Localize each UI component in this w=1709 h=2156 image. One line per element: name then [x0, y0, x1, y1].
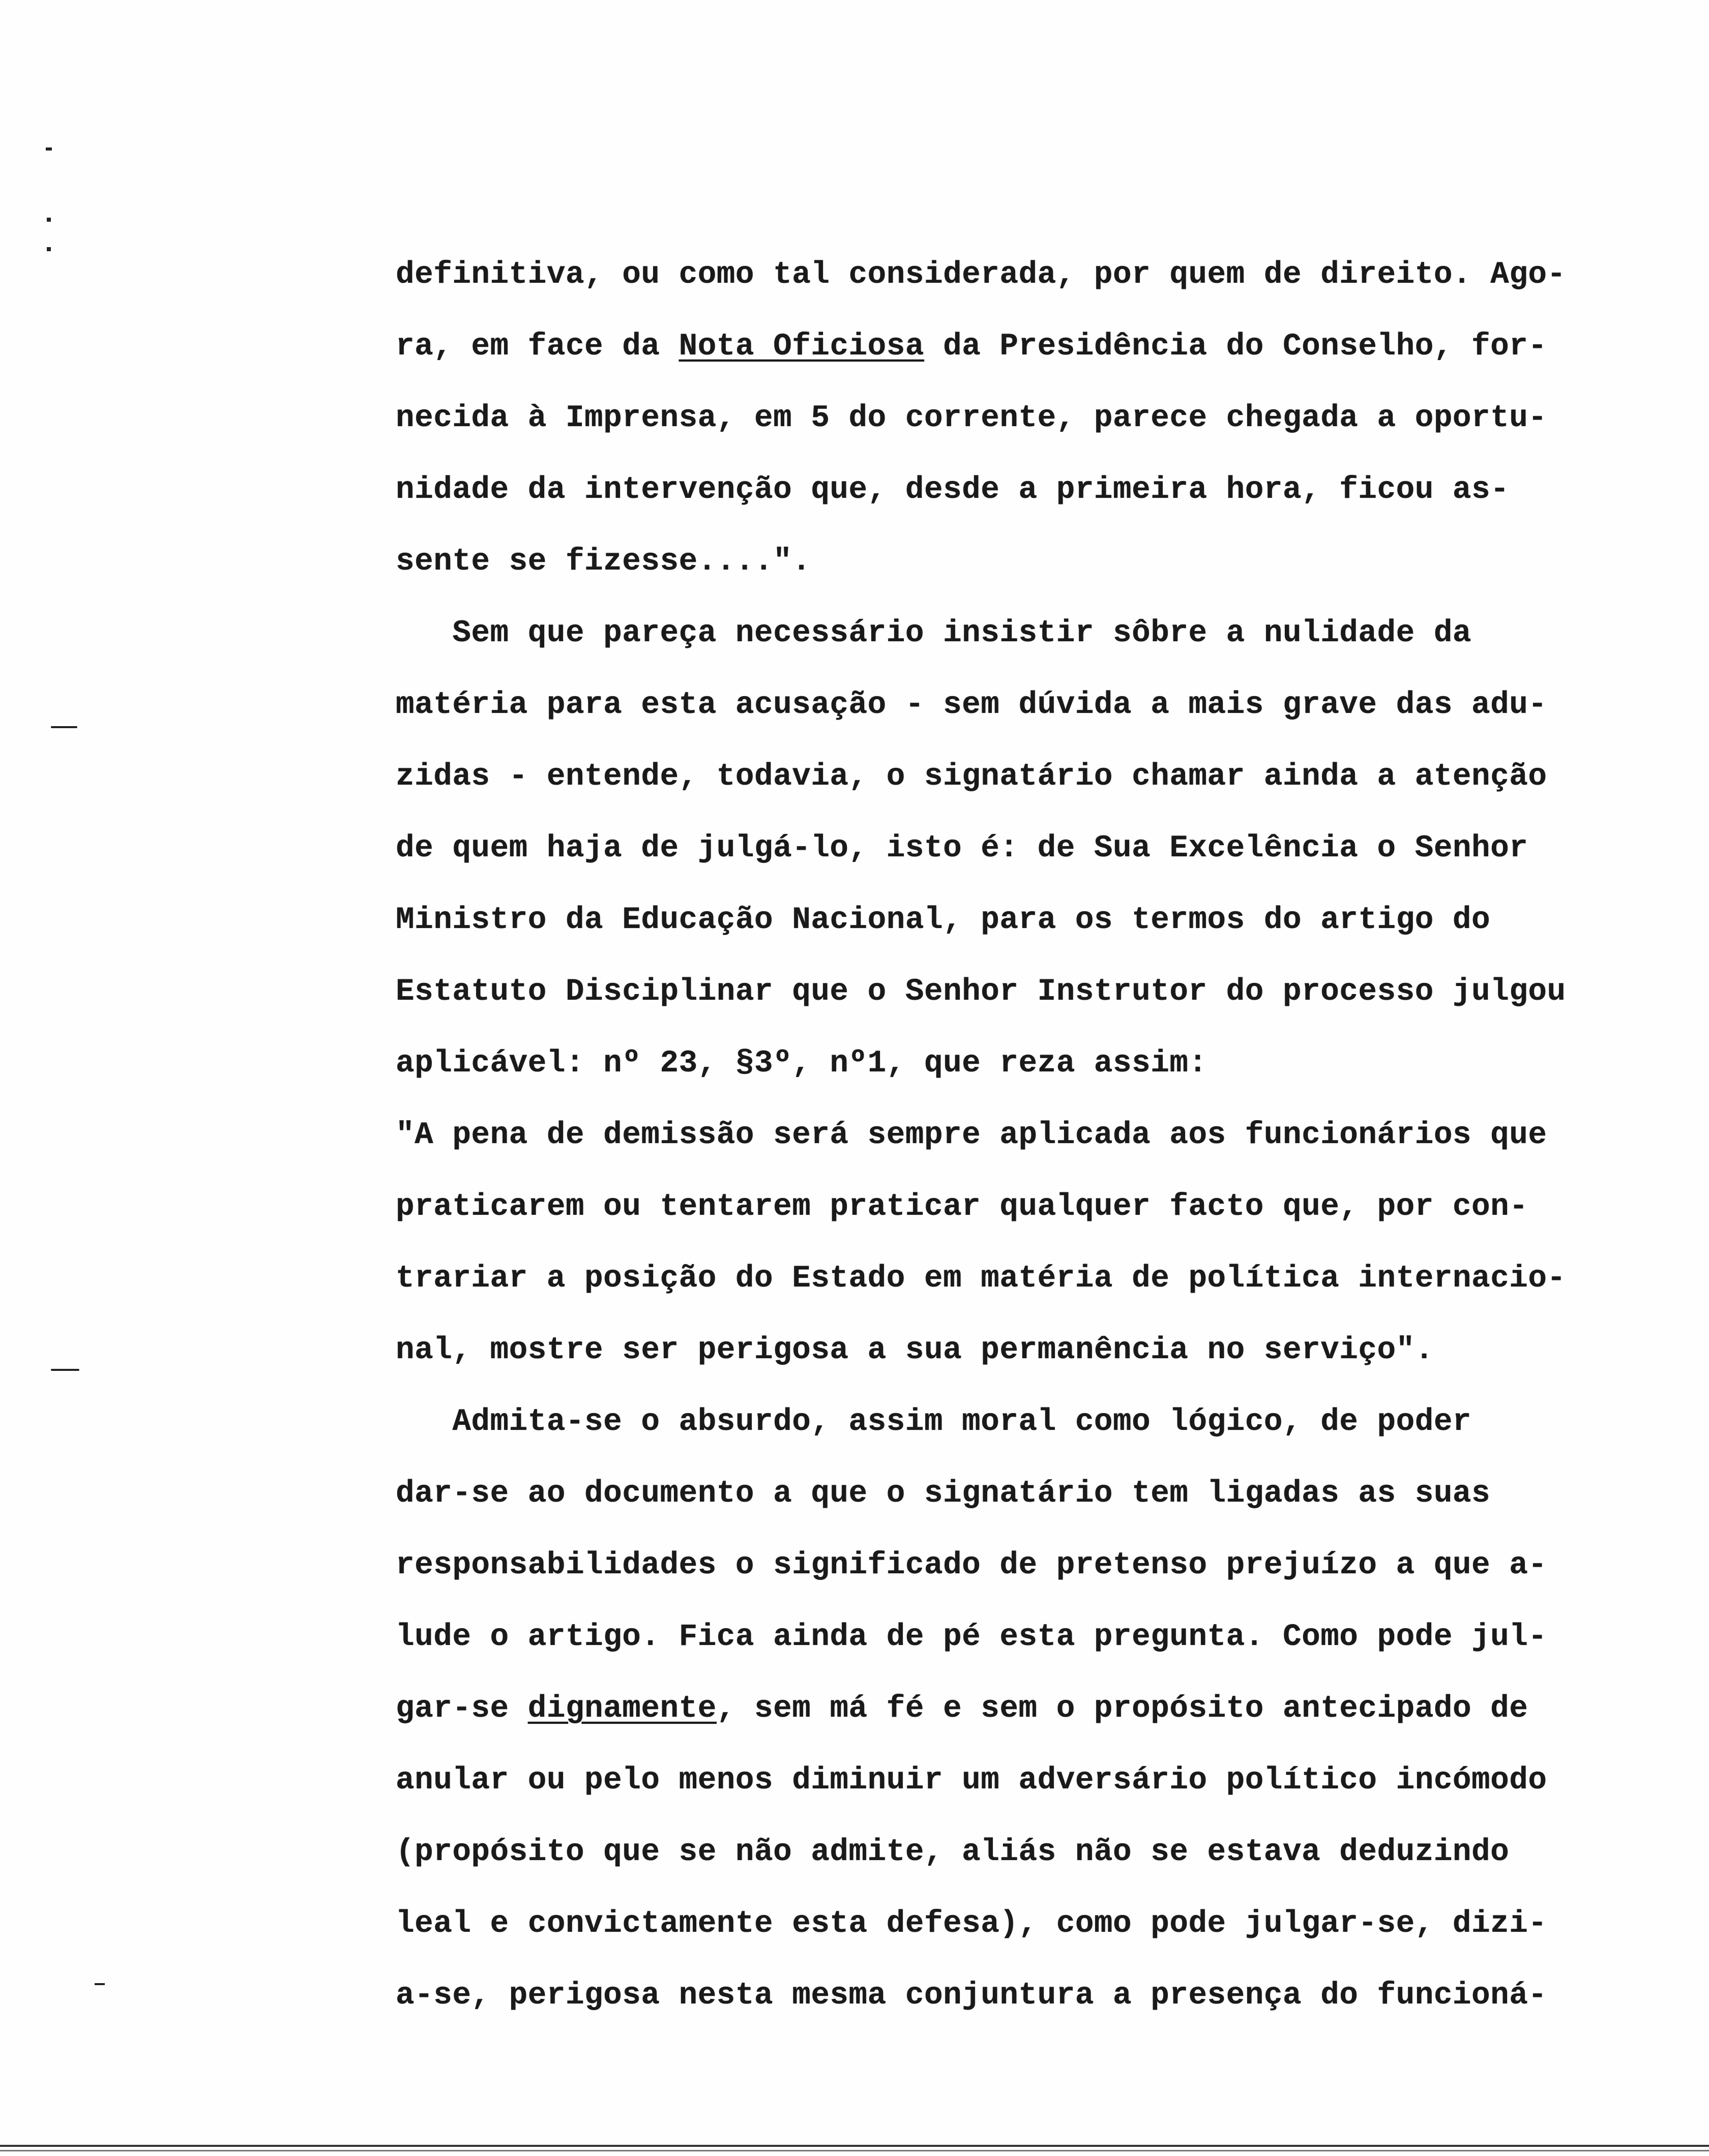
text-segment: de quem haja de julgá-lo, isto é: de Sua Excelência o Senhor: [396, 831, 1528, 866]
text-line: [396, 884, 1652, 956]
text-line: [396, 741, 1652, 813]
text-segment: "A pena de demissão será sempre aplicada aos funcionários que: [396, 1118, 1547, 1153]
text-segment: nidade da intervenção que, desde a primeira hora, ficou as-: [396, 472, 1510, 507]
text-segment: dar-se ao documento a que o signatário tem ligadas as suas: [396, 1476, 1491, 1511]
text-segment: gar-se: [396, 1691, 528, 1726]
text-line: [396, 1888, 1652, 1960]
text-line: [396, 311, 1652, 382]
text-line: [396, 1099, 1652, 1171]
text-line: [396, 382, 1652, 454]
margin-speck: [95, 1983, 105, 1985]
text-line: [396, 1314, 1652, 1386]
text-segment: praticarem ou tentarem praticar qualquer facto que, por con-: [396, 1189, 1528, 1224]
text-line: [396, 956, 1652, 1028]
text-segment: (propósito que se não admite, aliás não se estava deduzindo: [396, 1835, 1510, 1870]
text-line: [396, 1386, 1652, 1458]
text-line: [396, 526, 1652, 597]
page-bottom-edge-shadow: [0, 2150, 1709, 2151]
text-line: [396, 1171, 1652, 1243]
text-segment: lude o artigo. Fica ainda de pé esta pregunta. Como pode jul-: [396, 1620, 1547, 1655]
margin-speck: [51, 1369, 79, 1371]
margin-speck: [47, 247, 51, 251]
text-line: [396, 1816, 1652, 1888]
body-text: [396, 239, 1652, 2031]
text-segment: definitiva, ou como tal considerada, por quem de direito. Ago-: [396, 257, 1566, 292]
underlined-phrase: Nota Oficiosa: [679, 329, 924, 364]
text-segment: sente se fizesse....".: [396, 544, 811, 579]
margin-speck: [46, 147, 52, 151]
text-segment: responsabilidades o significado de pretenso prejuízo a que a-: [396, 1548, 1547, 1583]
text-segment: zidas - entende, todavia, o signatário chamar ainda a atenção: [396, 759, 1547, 794]
text-segment: Admita-se o absurdo, assim moral como lógico, de poder: [396, 1404, 1472, 1440]
underlined-phrase: dignamente: [527, 1691, 717, 1726]
text-line: [396, 1243, 1652, 1314]
text-line: [396, 669, 1652, 741]
text-line: [396, 1960, 1652, 2031]
text-segment: Ministro da Educação Nacional, para os termos do artigo do: [396, 903, 1491, 938]
text-line: [396, 1028, 1652, 1099]
text-line: [396, 1745, 1652, 1816]
text-segment: necida à Imprensa, em 5 do corrente, parece chegada a oportu-: [396, 401, 1547, 436]
text-line: [396, 1458, 1652, 1530]
text-line: [396, 239, 1652, 311]
text-segment: aplicável: nº 23, §3º, nº1, que reza assim:: [396, 1046, 1207, 1081]
text-line: [396, 1530, 1652, 1601]
text-line: [396, 454, 1652, 526]
text-segment: leal e convictamente esta defesa), como pode julgar-se, dizi-: [396, 1906, 1547, 1941]
text-line: [396, 813, 1652, 884]
text-segment: nal, mostre ser perigosa a sua permanência no serviço".: [396, 1333, 1434, 1368]
text-segment: , sem má fé e sem o propósito antecipado de: [716, 1691, 1528, 1726]
text-line: [396, 1673, 1652, 1745]
text-segment: anular ou pelo menos diminuir um adversário político incómodo: [396, 1763, 1547, 1798]
text-segment: Estatuto Disciplinar que o Senhor Instrutor do processo julgou: [396, 974, 1566, 1009]
text-segment: trariar a posição do Estado em matéria de política internacio-: [396, 1261, 1566, 1296]
text-line: [396, 1601, 1652, 1673]
page-bottom-edge: [0, 2145, 1709, 2147]
margin-speck: [47, 218, 51, 222]
text-segment: a-se, perigosa nesta mesma conjuntura a presença do funcioná-: [396, 1978, 1547, 2013]
text-segment: matéria para esta acusação - sem dúvida a mais grave das adu-: [396, 687, 1547, 723]
text-segment: da Presidência do Conselho, for-: [924, 329, 1547, 364]
text-line: [396, 597, 1652, 669]
margin-speck: [51, 726, 77, 728]
text-segment: ra, em face da: [396, 329, 679, 364]
text-segment: Sem que pareça necessário insistir sôbre a nulidade da: [396, 616, 1472, 651]
